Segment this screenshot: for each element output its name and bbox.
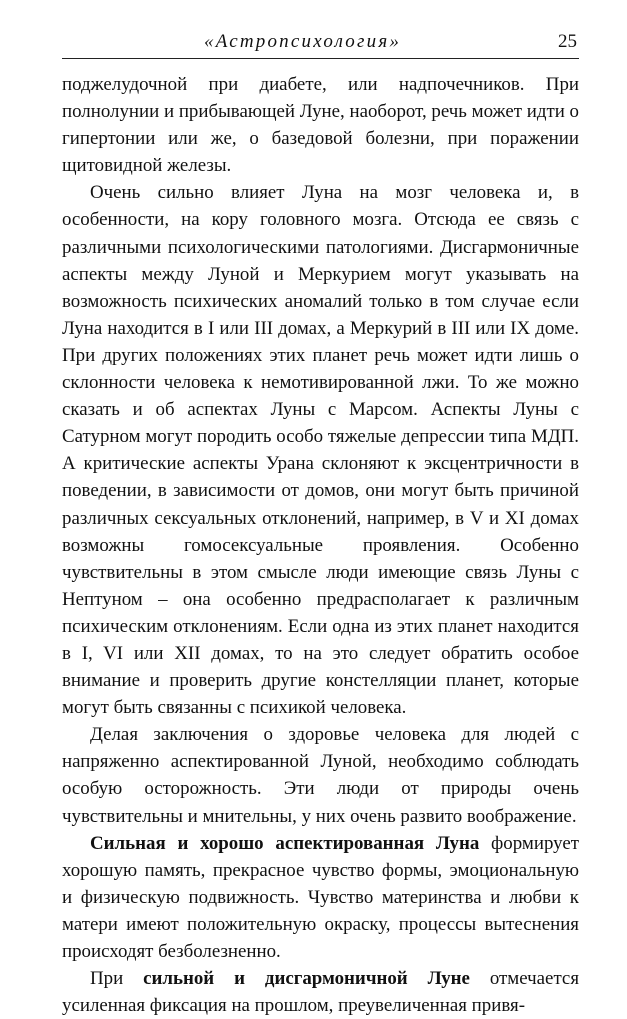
book-page — [62, 30, 579, 1019]
page-header — [62, 30, 579, 59]
bold-phrase-strong-moon: Сильная и хорошо аспектированная Луна — [90, 832, 480, 854]
paragraph-5-lead: При — [90, 968, 144, 990]
paragraph-4 — [62, 830, 579, 965]
paragraph-3: Делая заключения о здоровье человека для людей с напряженно аспектированной Луной, необходимо соблюдать особую осторожность. Эти люди от природы очень чувствительны и мнительны, у них очень развито воображение. — [62, 724, 579, 827]
running-title: «Астропсихология» — [204, 31, 402, 52]
paragraph-5 — [62, 965, 579, 1019]
paragraph-5-text: отмечается усиленная фиксация на прошлом, преувеличенная привя- — [62, 968, 580, 1017]
paragraph-2: Очень сильно влияет Луна на мозг человека и, в особенности, на кору головного мозга. Отсюда ее связь с различными психологическими патологиями. Дисгармоничные аспекты между Луной и Меркурием могут указывать на возможность психических аномалий только в том случае если Луна находится в I или III домах, а Меркурий в III или IX доме. При других положениях этих планет речь может идти лишь о склонности человека к немотивированной лжи. То же можно сказать и об аспектах Луны с Марсом. Аспекты Луны с Сатурном могут породить особо тяжелые депрессии типа МДП. А критические аспекты Урана склоняют к эксцентричности в поведении, в зависимости от домов, они могут быть причиной различных сексуальных отклонений, например, в V и XI домах возможны гомосексуальные проявления. Особенно чувствительны в этом смысле люди имеющие связь Луны с Нептуном – она особенно предрасполагает к различным психическим отклонениям. Если одна из этих планет находится в I, VI или XII домах, то на это следует обратить особое внимание и проверить другие констелляции планет, которые могут быть связанны с психикой человека. — [62, 182, 579, 719]
paragraph-1: поджелудочной при диабете, или надпочечников. При полнолунии и прибывающей Луне, наоборот, речь может идти о гипертонии или же, о базедовой болезни, при поражении щитовидной железы. — [62, 74, 579, 177]
page-number: 25 — [558, 31, 577, 52]
bold-phrase-disharmonic-moon: сильной и дисгармоничной Луне — [143, 968, 470, 990]
body-text — [62, 71, 579, 1019]
paragraph-4-text: формирует хорошую память, прекрасное чувство формы, эмоциональную и физическую подвижность. Чувство материнства и любви к матери имеют положительную окраску, процессы вытеснения происходят безболезненно. — [62, 832, 580, 962]
